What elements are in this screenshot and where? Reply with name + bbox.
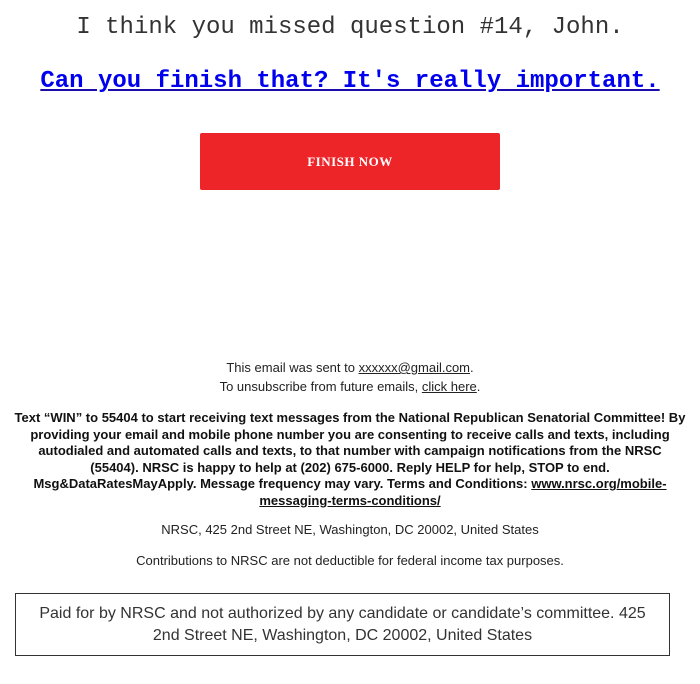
unsubscribe-prefix: To unsubscribe from future emails, — [219, 379, 422, 394]
contributions-disclaimer: Contributions to NRSC are not deductible for federal income tax purposes. — [136, 553, 564, 568]
finish-question-link-text[interactable]: Can you finish that? It's really important. — [40, 68, 660, 95]
sent-notice — [0, 358, 700, 396]
sent-suffix: . — [470, 360, 474, 375]
finish-now-button-label: FINISH NOW — [307, 153, 393, 169]
sms-legal-text — [14, 410, 686, 509]
finish-now-button[interactable] — [200, 133, 500, 190]
sent-prefix: This email was sent to — [226, 360, 359, 375]
unsubscribe-link[interactable]: click here — [421, 379, 477, 394]
mailing-address: NRSC, 425 2nd Street NE, Washington, DC 20002, United States — [161, 522, 539, 537]
paid-for-disclaimer-box — [15, 593, 670, 656]
terms-link[interactable]: www.nrsc.org/mobile-messaging-terms-conditions/ — [259, 476, 667, 508]
sms-legal-body: Text “WIN” to 55404 to start receiving text messages from the National Republican Senatorial Committee! By providing your email and mobile phone number you are consenting to receive calls and texts, including autodialed and automated calls and texts, to that number with campaign notifications from the NRSC (55404). NRSC is happy to help at (202) 675-6000. Reply HELP for help, STOP to end. Msg&DataRatesMayApply. Message frequency may vary. Terms and Conditions: — [14, 410, 686, 491]
paid-for-text: Paid for by NRSC and not authorized by any candidate or candidate’s committee. 425 2nd Street NE, Washington, DC 20002, United States — [39, 604, 646, 644]
recipient-email-link[interactable]: xxxxxx@gmail.com — [358, 360, 471, 375]
headline: I think you missed question #14, John. — [76, 14, 624, 41]
finish-question-link[interactable] — [0, 68, 700, 95]
unsubscribe-suffix: . — [476, 379, 481, 394]
